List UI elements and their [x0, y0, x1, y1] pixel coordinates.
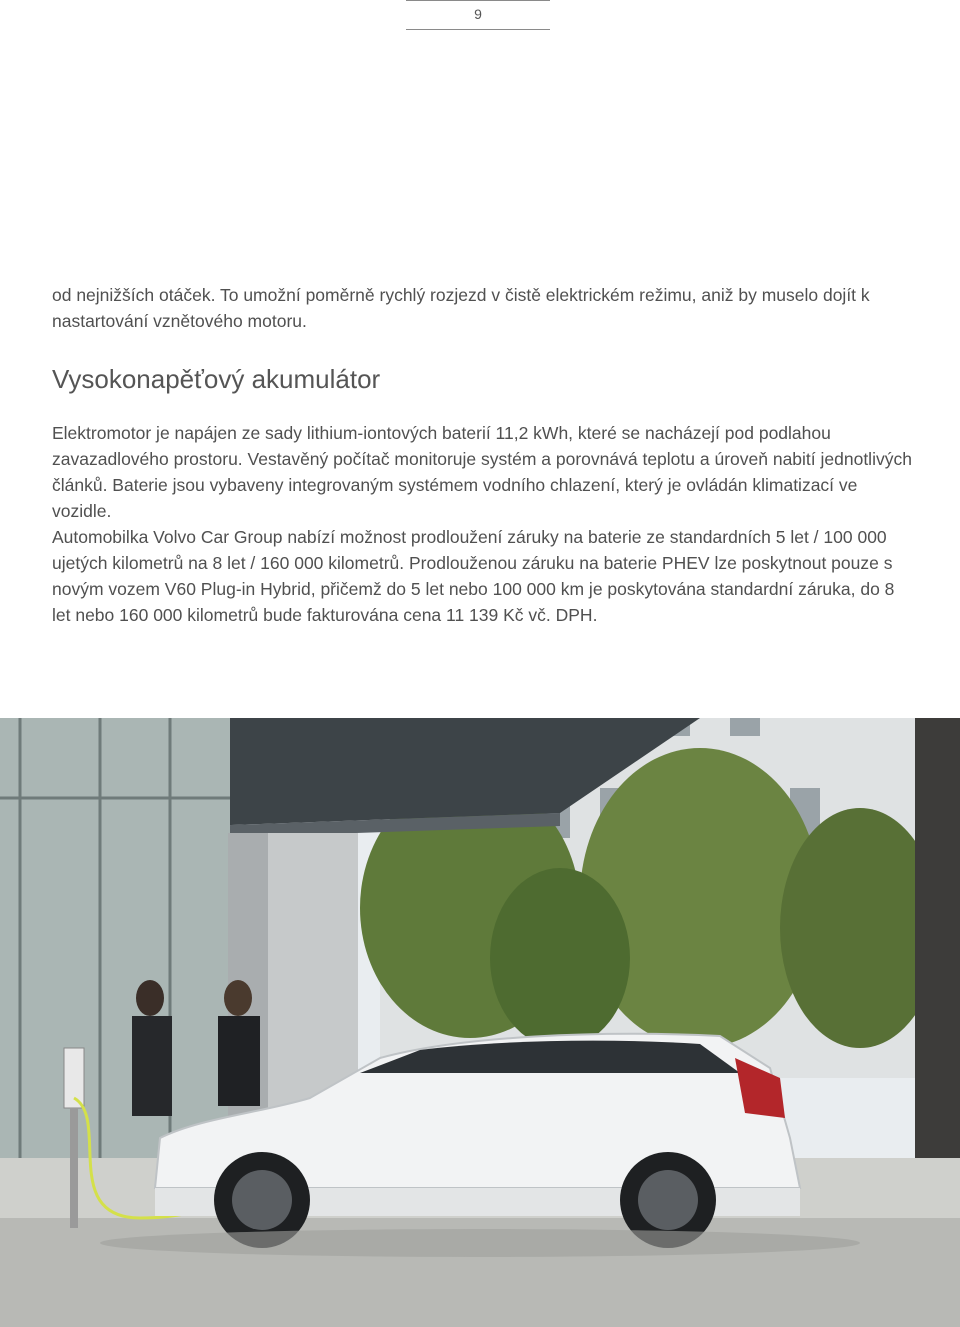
glass-building [0, 718, 230, 1178]
paragraph-warranty: Automobilka Volvo Car Group nabízí možnost prodloužení záruky na baterie ze standardních 5 let / 100 000 ujetých kilometrů na 8 let / 160 000 kilometrů. Prodlouženou záruku na baterie PHEV lze poskytnout pouze s novým vozem V60 Plug-in Hybrid, přičemž do 5 let nebo 100 000 km je poskytována standardní záruka, do 8 let nebo 160 000 kilometrů bude fakturována cena 11 139 Kč vč. DPH. [52, 527, 895, 625]
page-number [406, 0, 550, 30]
article-body [52, 282, 912, 628]
paragraph-battery: Elektromotor je napájen ze sady lithium-iontových baterií 11,2 kWh, které se nacházejí pod podlahou zavazadlového prostoru. Vestavěný počítač monitoruje systém a porovnává teplotu a úroveň nabití jednotlivých článků. Baterie jsou vybaveny integrovaným systémem vodního chlazení, který je ovládán klimatizací ve vozidle. [52, 423, 912, 521]
car-photo-illustration [0, 718, 960, 1327]
section-heading: Vysokonapěťový akumulátor [52, 364, 381, 394]
car-photo [0, 718, 960, 1327]
intro-paragraph: od nejnižších otáček. To umožní poměrně rychlý rozjezd v čistě elektrickém režimu, aniž by muselo dojít k nastartování vznětového motoru. [52, 285, 870, 331]
page-number-text: 9 [474, 6, 482, 22]
